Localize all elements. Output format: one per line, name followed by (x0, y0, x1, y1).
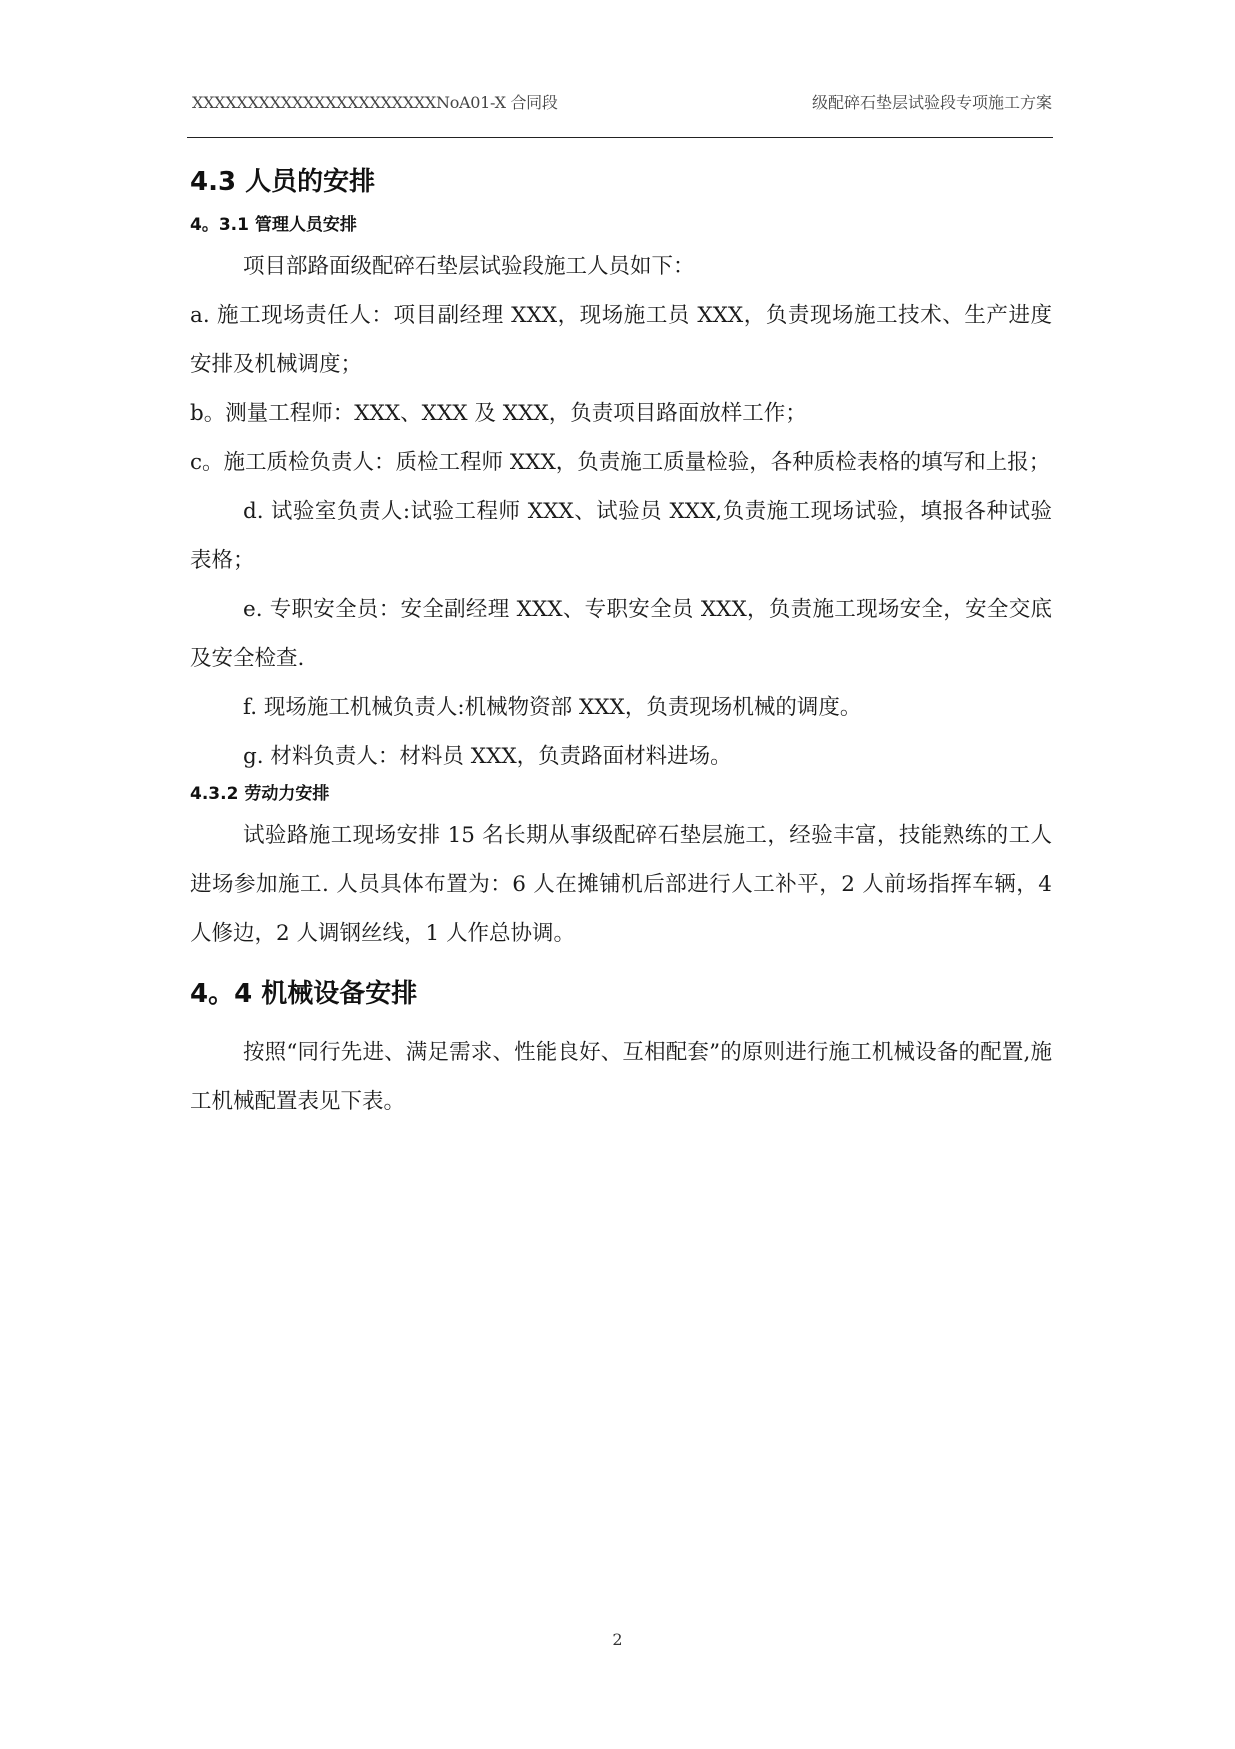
header-contract-section: XXXXXXXXXXXXXXXXXXXXXXNoA01-X 合同段 (192, 93, 558, 112)
staff-item-e: e. 专职安全员：安全副经理 XXX、专职安全员 XXX，负责施工现场安全，安全交底及安全检查. (190, 597, 1052, 671)
subsection-4-3-1-heading: 4。3.1 管理人员安排 (190, 215, 357, 235)
staff-item-c: c。施工质检负责人：质检工程师 XXX，负责施工质量检验，各种质检表格的填写和上报； (190, 450, 1051, 475)
staff-intro-paragraph: 项目部路面级配碎石垫层试验段施工人员如下： (243, 254, 695, 279)
equipment-paragraph: 按照“同行先进、满足需求、性能良好、互相配套”的原则进行施工机械设备的配置,施工机械配置表见下表。 (190, 1040, 1052, 1114)
staff-item-a: a. 施工现场责任人：项目副经理 XXX，现场施工员 XXX，负责现场施工技术、生产进度安排及机械调度； (190, 303, 1052, 377)
labor-paragraph: 试验路施工现场安排 15 名长期从事级配碎石垫层施工，经验丰富，技能熟练的工人进场参加施工. 人员具体布置为：6 人在摊铺机后部进行人工补平，2 人前场指挥车辆，4 人修边，2 人调钢丝线，1 人作总协调。 (190, 823, 1052, 946)
page-header (192, 90, 1052, 114)
page-number: 2 (612, 1630, 623, 1649)
header-divider (187, 137, 1053, 138)
staff-item-f: f. 现场施工机械负责人:机械物资部 XXX，负责现场机械的调度。 (243, 695, 862, 720)
header-document-title: 级配碎石垫层试验段专项施工方案 (811, 93, 1052, 112)
staff-item-g: g. 材料负责人：材料员 XXX，负责路面材料进场。 (243, 744, 732, 769)
staff-item-d: d. 试验室负责人:试验工程师 XXX、试验员 XXX,负责施工现场试验，填报各种试验表格； (190, 499, 1052, 573)
subsection-4-3-2-heading: 4.3.2 劳动力安排 (190, 784, 330, 804)
section-4-4-heading: 4。4 机械设备安排 (190, 979, 418, 1009)
section-4-3-heading: 4.3 人员的安排 (190, 167, 376, 197)
page-body (190, 164, 1052, 1126)
staff-item-b: b。测量工程师：XXX、XXX 及 XXX，负责项目路面放样工作； (190, 401, 807, 426)
